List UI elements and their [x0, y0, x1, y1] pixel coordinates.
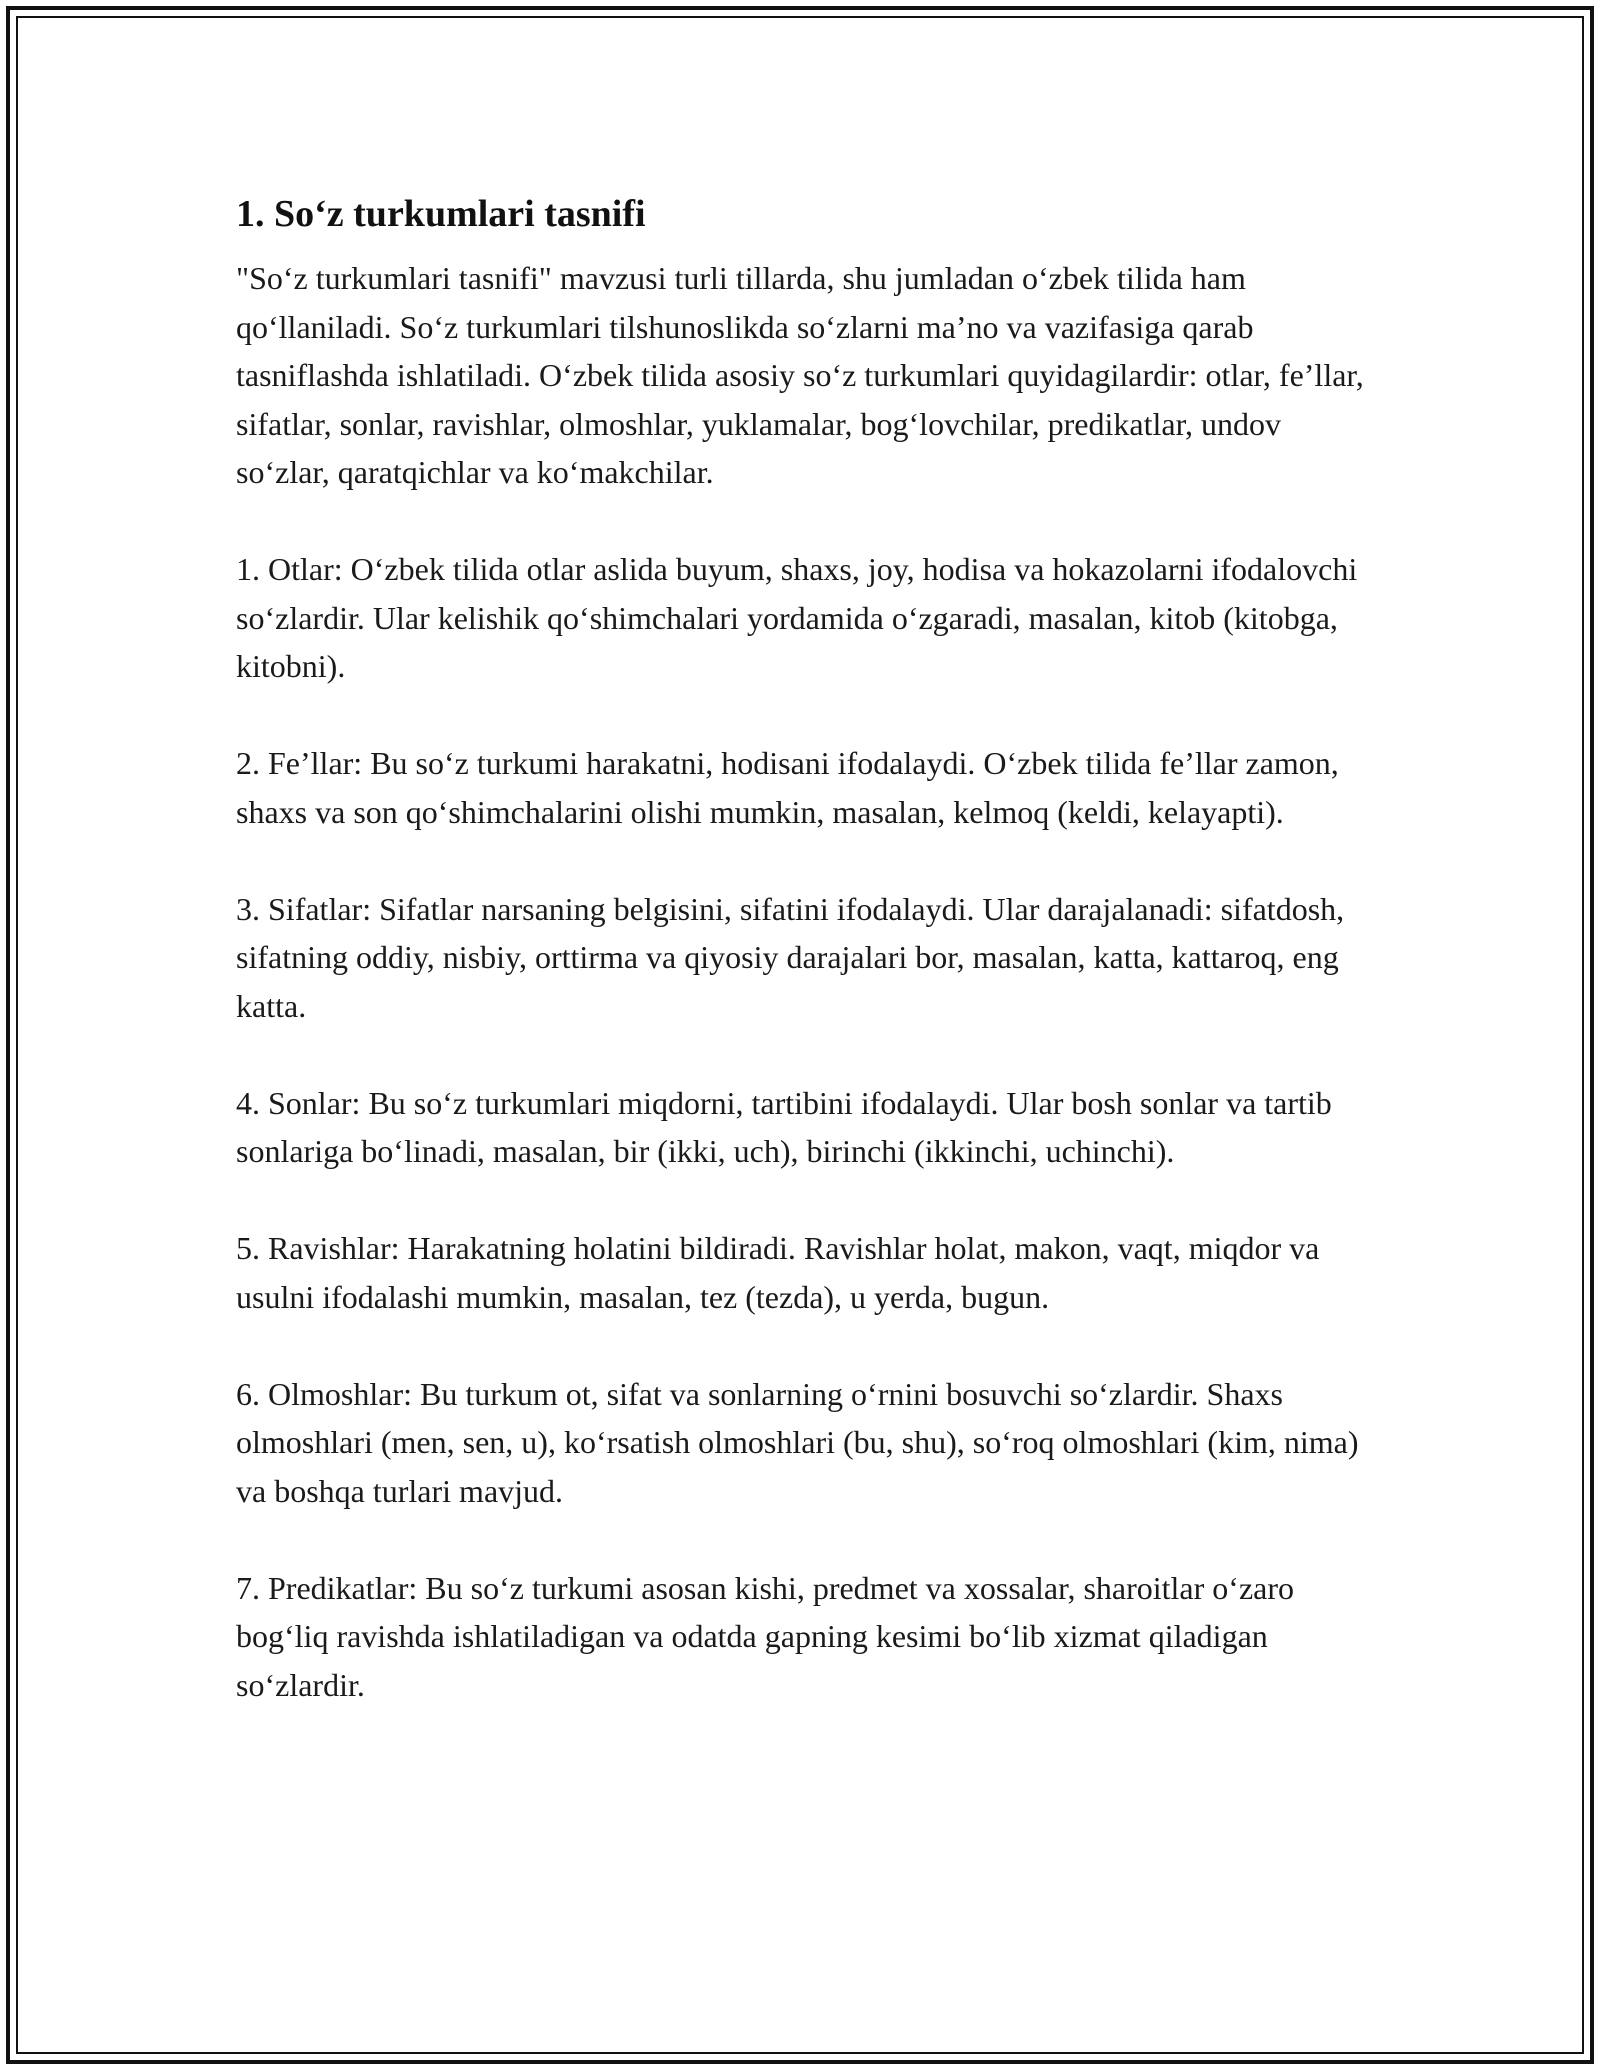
paragraph-olmoshlar: 6. Olmoshlar: Bu turkum ot, sifat va sonlarning o‘rnini bosuvchi so‘zlardir. Shaxs olmoshlari (men, sen, u), ko‘rsatish olmoshlari (bu, shu), so‘roq olmoshlari (kim, nima) va boshqa turlari mavjud.: [236, 1375, 1359, 1509]
intro-paragraph: "So‘z turkumlari tasnifi" mavzusi turli tillarda, shu jumladan o‘zbek tilida ham qo‘llaniladi. So‘z turkumlari tilshunoslikda so‘zlarni ma’no va vazifasiga qarab tasniflashda ishlatiladi. O‘zbek tilida asosiy so‘z turkumlari quyidagilardir: otlar, fe’llar, sifatlar, sonlar, ravishlar, olmoshlar, yuklamalar, bog‘lovchilar, predikatlar, undov so‘zlar, qaratqichlar va ko‘makchilar.: [236, 260, 1364, 490]
paragraph-sonlar: 4. Sonlar: Bu so‘z turkumlari miqdorni, tartibini ifodalaydi. Ular bosh sonlar va tartib sonlariga bo‘linadi, masalan, bir (ikki, uch), birinchi (ikkinchi, uchinchi).: [236, 1084, 1332, 1169]
paragraph-otlar: 1. Otlar: O‘zbek tilida otlar aslida buyum, shaxs, joy, hodisa va hokazolarni ifodalovchi so‘zlardir. Ular kelishik qo‘shimchalari yordamida o‘zgaradi, masalan, kitob (kitobga, kitobni).: [236, 551, 1358, 684]
paragraph-sifatlar: 3. Sifatlar: Sifatlar narsaning belgisini, sifatini ifodalaydi. Ular darajalanadi: sifatdosh, sifatning oddiy, nisbiy, orttirma va qiyosiy darajalari bor, masalan, katta, kattaroq, eng katta.: [236, 890, 1345, 1024]
document-body: [236, 186, 1376, 1758]
paragraph-ravishlar: 5. Ravishlar: Harakatning holatini bildiradi. Ravishlar holat, makon, vaqt, miqdor va usulni ifodalashi mumkin, masalan, tez (tezda), u yerda, bugun.: [236, 1230, 1320, 1315]
paragraph-predikatlar: 7. Predikatlar: Bu so‘z turkumi asosan kishi, predmet va xossalar, sharoitlar o‘zaro bog‘liq ravishda ishlatiladigan va odatda gapning kesimi bo‘lib xizmat qiladigan so‘zlardir.: [236, 1569, 1294, 1703]
paragraph-fellar: 2. Fe’llar: Bu so‘z turkumi harakatni, hodisani ifodalaydi. O‘zbek tilida fe’llar zamon, shaxs va son qo‘shimchalarini olishi mumkin, masalan, kelmoq (keldi, kelayapti).: [236, 745, 1339, 830]
document-title: 1. So‘z turkumlari tasnifi: [236, 193, 646, 235]
